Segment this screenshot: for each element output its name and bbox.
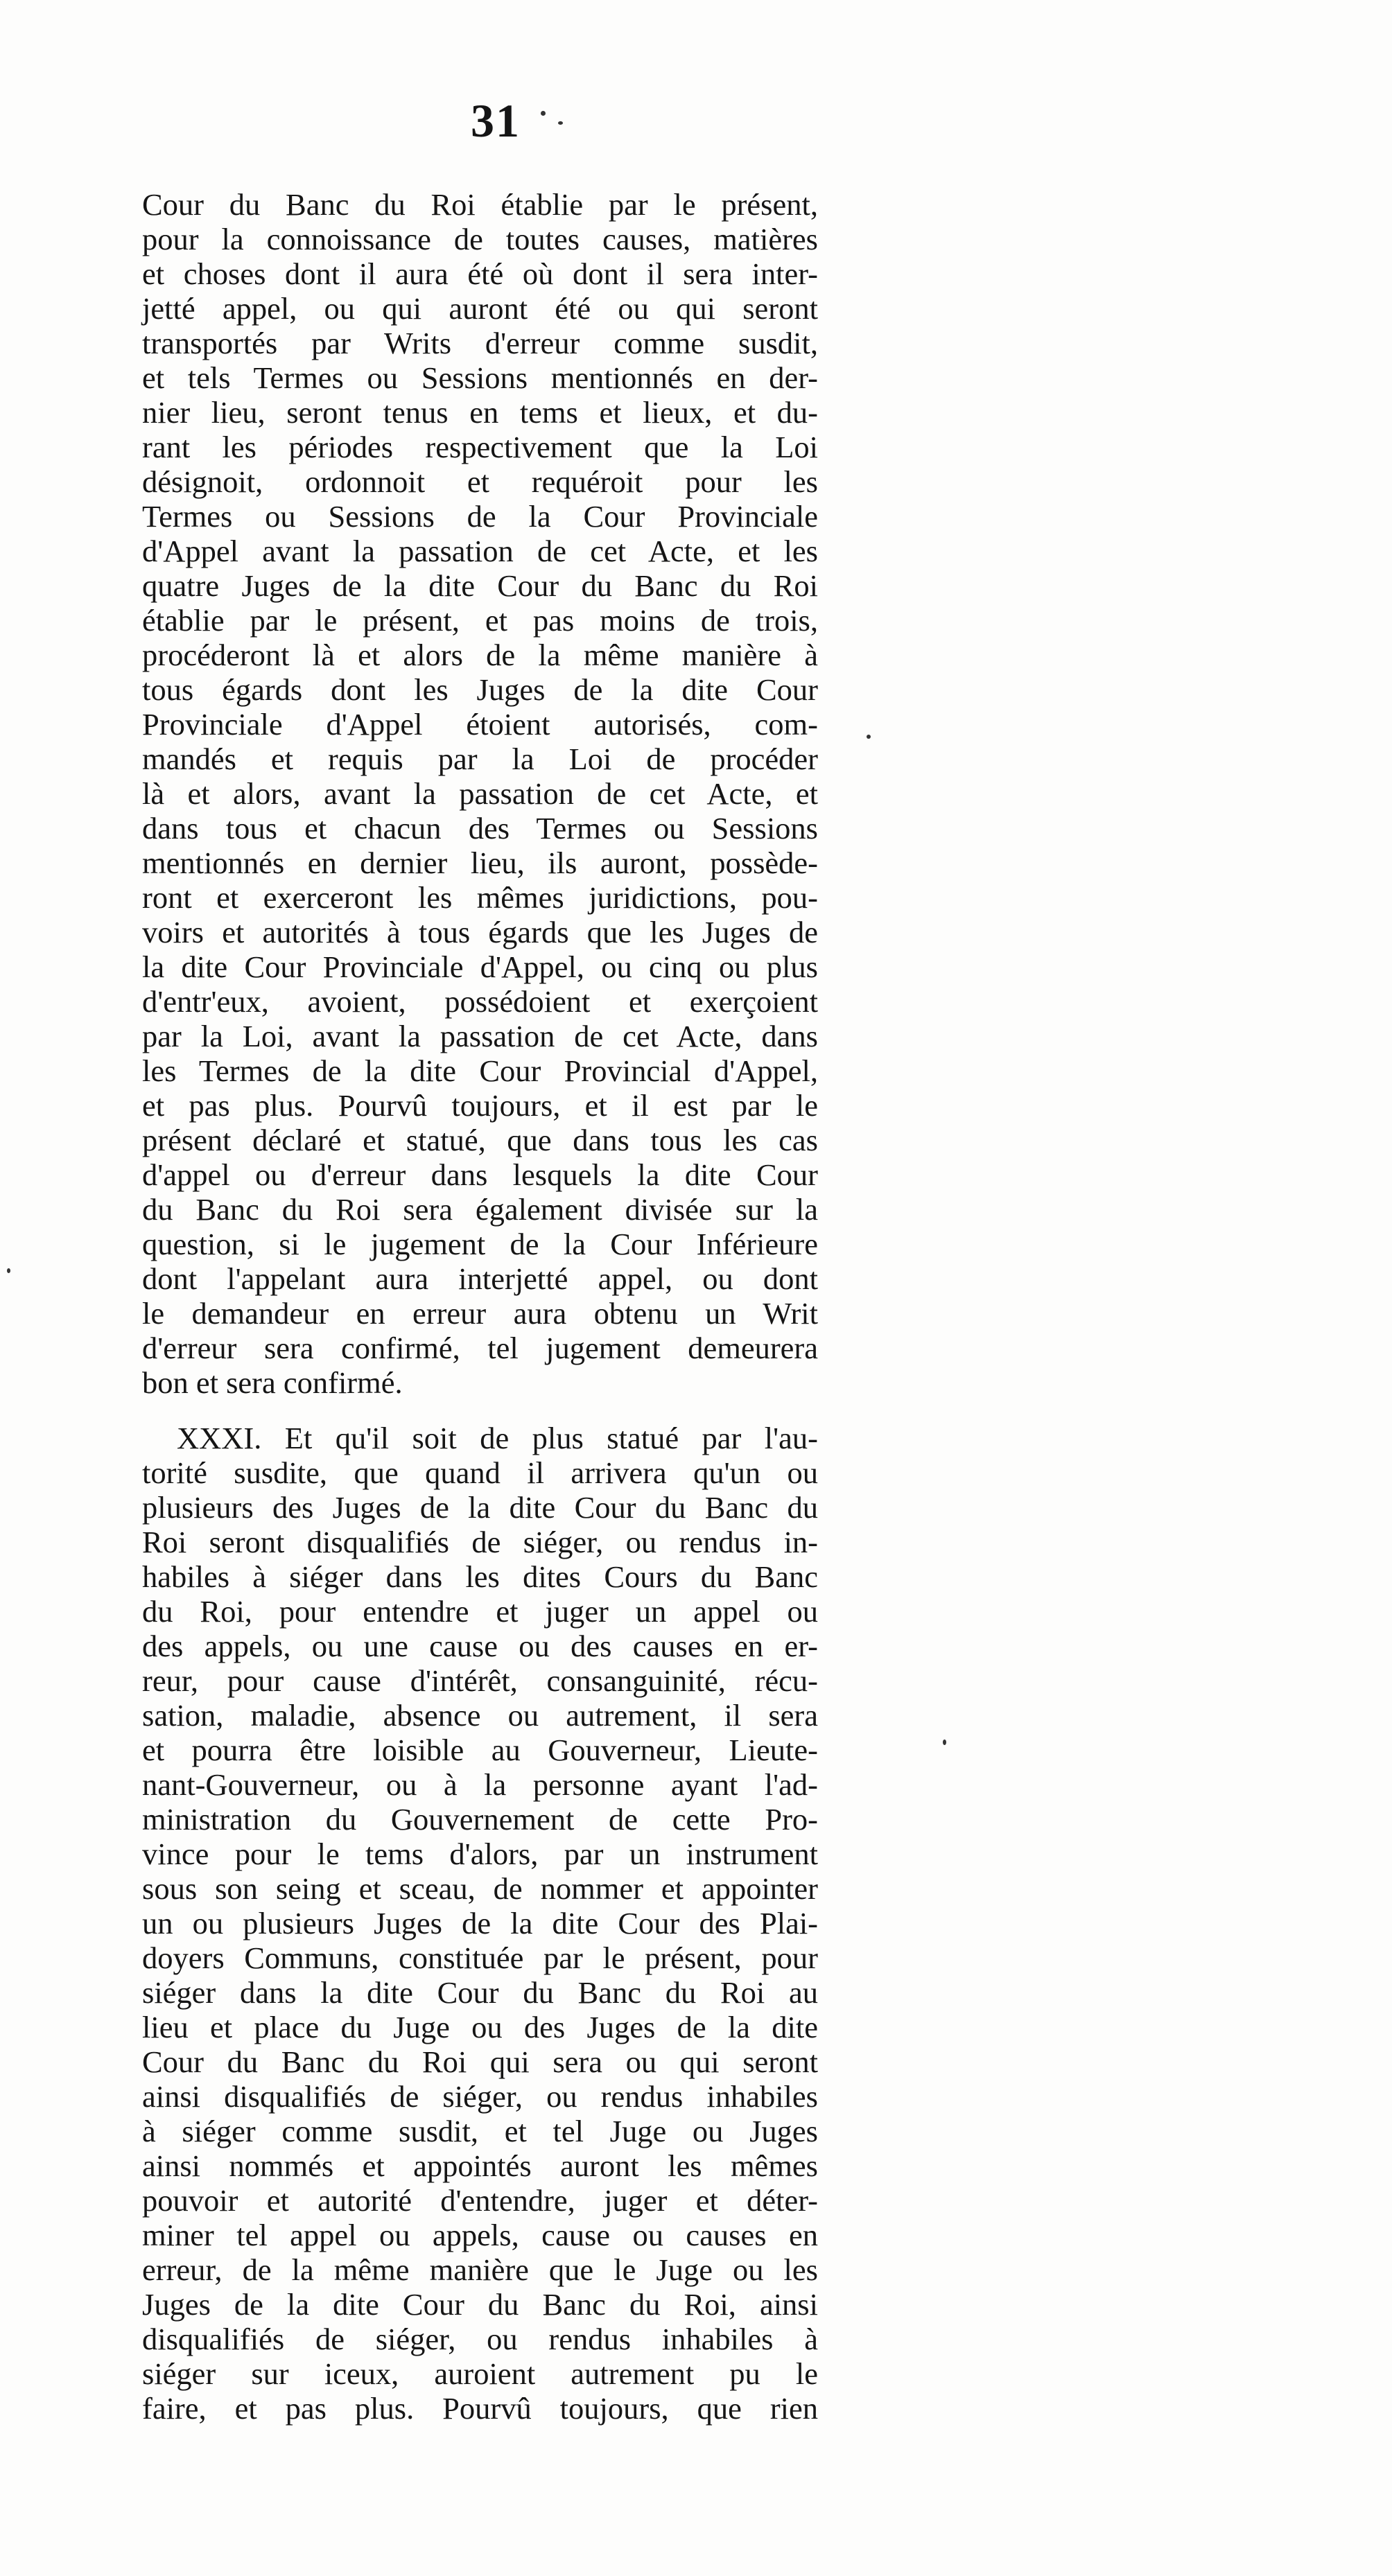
text-line: siéger sur iceux, auroient autrement pu le	[142, 2356, 818, 2391]
page-number: 31	[471, 94, 521, 147]
text-line: miner tel appel ou appels, cause ou causes en	[142, 2218, 818, 2252]
paragraph-section-xxxi	[142, 1421, 818, 2426]
text-line: du Roi, pour entendre et juger un appel ou	[142, 1594, 818, 1629]
text-line: ainsi nommés et appointés auront les mêmes	[142, 2148, 818, 2183]
text-line: des appels, ou une cause ou des causes en er-	[142, 1629, 818, 1663]
text-line: voirs et autorités à tous égards que les Juges de	[142, 915, 818, 949]
text-line: dans tous et chacun des Termes ou Sessions	[142, 811, 818, 845]
print-speck	[943, 1740, 946, 1745]
text-line: jetté appel, ou qui auront été ou qui seront	[142, 291, 818, 326]
text-line: Termes ou Sessions de la Cour Provinciale	[142, 499, 818, 534]
text-line: ront et exerceront les mêmes juridictions, pou-	[142, 880, 818, 915]
text-line: pour la connoissance de toutes causes, matières	[142, 222, 818, 256]
text-line: et pourra être loisible au Gouverneur, Lieute-	[142, 1733, 818, 1767]
text-line: siéger dans la dite Cour du Banc du Roi au	[142, 1975, 818, 2010]
text-line: procéderont là et alors de la même manière à	[142, 638, 818, 672]
print-speck	[541, 111, 546, 116]
text-line: quatre Juges de la dite Cour du Banc du Roi	[142, 568, 818, 603]
text-line: ministration du Gouvernement de cette Pro-	[142, 1802, 818, 1837]
text-line: et tels Termes ou Sessions mentionnés en der-	[142, 360, 818, 395]
text-line: présent déclaré et statué, que dans tous les cas	[142, 1123, 818, 1157]
text-line: question, si le jugement de la Cour Inférieure	[142, 1227, 818, 1261]
text-line: Roi seront disqualifiés de siéger, ou rendus in-	[142, 1525, 818, 1559]
text-line: mentionnés en dernier lieu, ils auront, possède-	[142, 845, 818, 880]
text-line: mandés et requis par la Loi de procéder	[142, 742, 818, 776]
text-line: erreur, de la même manière que le Juge ou les	[142, 2252, 818, 2287]
text-line: nant-Gouverneur, ou à la personne ayant l'ad-	[142, 1767, 818, 1802]
text-line: rant les périodes respectivement que la Loi	[142, 430, 818, 464]
text-line: pouvoir et autorité d'entendre, juger et déter-	[142, 2183, 818, 2218]
text-line: reur, pour cause d'intérêt, consanguinité, récu-	[142, 1663, 818, 1698]
text-line: la dite Cour Provinciale d'Appel, ou cinq ou plus	[142, 949, 818, 984]
text-line: transportés par Writs d'erreur comme susdit,	[142, 326, 818, 360]
text-line: disqualifiés de siéger, ou rendus inhabiles à	[142, 2322, 818, 2356]
text-line: habiles à siéger dans les dites Cours du Banc	[142, 1559, 818, 1594]
text-line: torité susdite, que quand il arrivera qu'un ou	[142, 1455, 818, 1490]
text-line: là et alors, avant la passation de cet Acte, et	[142, 776, 818, 811]
text-line: d'appel ou d'erreur dans lesquels la dite Cour	[142, 1157, 818, 1192]
text-line: faire, et pas plus. Pourvû toujours, que rien	[142, 2391, 818, 2426]
text-line: à siéger comme susdit, et tel Juge ou Juges	[142, 2114, 818, 2148]
text-line: établie par le présent, et pas moins de trois,	[142, 603, 818, 638]
text-line: Cour du Banc du Roi qui sera ou qui seront	[142, 2044, 818, 2079]
text-line: lieu et place du Juge ou des Juges de la dite	[142, 2010, 818, 2044]
print-speck	[558, 121, 563, 125]
text-line: nier lieu, seront tenus en tems et lieux, et du-	[142, 395, 818, 430]
text-line: ainsi disqualifiés de siéger, ou rendus inhabiles	[142, 2079, 818, 2114]
text-line: et pas plus. Pourvû toujours, et il est par le	[142, 1088, 818, 1123]
text-line: vince pour le tems d'alors, par un instrument	[142, 1837, 818, 1871]
text-line: les Termes de la dite Cour Provincial d'Appel,	[142, 1053, 818, 1088]
text-line: désignoit, ordonnoit et requéroit pour les	[142, 464, 818, 499]
text-line: par la Loi, avant la passation de cet Acte, dans	[142, 1019, 818, 1053]
text-line: bon et sera confirmé.	[142, 1365, 403, 1400]
text-line: sous son seing et sceau, de nommer et appointer	[142, 1871, 818, 1906]
text-line: d'entr'eux, avoient, possédoient et exerçoient	[142, 984, 818, 1019]
text-line: Provinciale d'Appel étoient autorisés, com-	[142, 707, 818, 742]
text-line: XXXI. Et qu'il soit de plus statué par l'au-	[177, 1421, 818, 1455]
print-speck	[867, 735, 871, 739]
text-line: sation, maladie, absence ou autrement, il sera	[142, 1698, 818, 1733]
text-line: le demandeur en erreur aura obtenu un Writ	[142, 1296, 818, 1331]
text-line: et choses dont il aura été où dont il sera inter-	[142, 256, 818, 291]
text-line: un ou plusieurs Juges de la dite Cour des Plai-	[142, 1906, 818, 1940]
text-line: d'erreur sera confirmé, tel jugement demeurera	[142, 1331, 818, 1365]
text-line: tous égards dont les Juges de la dite Cour	[142, 672, 818, 707]
text-line: d'Appel avant la passation de cet Acte, et les	[142, 534, 818, 568]
text-line: dont l'appelant aura interjetté appel, ou dont	[142, 1261, 818, 1296]
text-line: plusieurs des Juges de la dite Cour du Banc du	[142, 1490, 818, 1525]
text-line: doyers Communs, constituée par le présent, pour	[142, 1940, 818, 1975]
print-speck	[7, 1268, 10, 1273]
text-line: Cour du Banc du Roi établie par le présent,	[142, 187, 818, 222]
text-line: Juges de la dite Cour du Banc du Roi, ainsi	[142, 2287, 818, 2322]
paragraph-court-sessions	[142, 187, 818, 1400]
text-line: du Banc du Roi sera également divisée sur la	[142, 1192, 818, 1227]
